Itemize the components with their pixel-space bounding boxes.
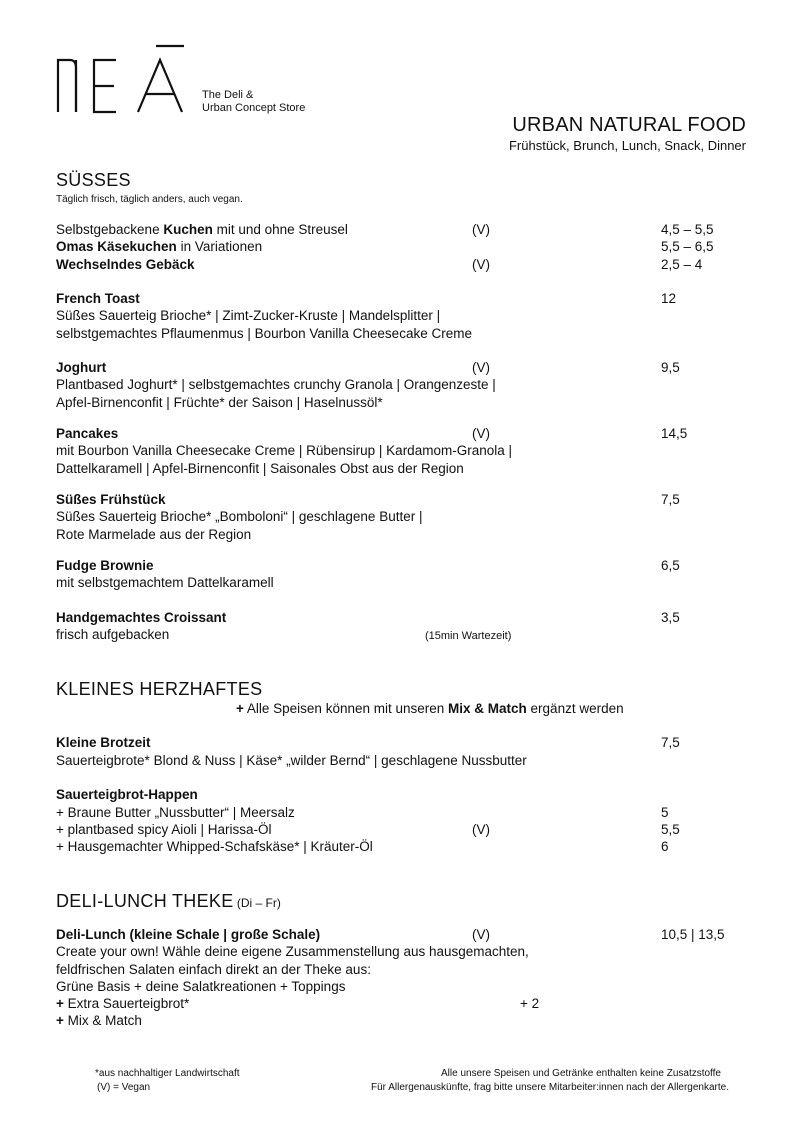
menu-item-name: Kleine Brotzeit bbox=[56, 735, 151, 750]
price: 6,5 bbox=[661, 558, 680, 573]
menu-item-desc: Create your own! Wähle deine eigene Zusammenstellung aus hausgemachten, bbox=[56, 944, 529, 959]
menu-item-name: Joghurt bbox=[56, 360, 107, 375]
price: 14,5 bbox=[661, 426, 688, 441]
menu-item-name: Sauerteigbrot-Happen bbox=[56, 787, 198, 802]
footnote-sustainable: *aus nachhaltiger Landwirtschaft bbox=[95, 1068, 240, 1079]
menu-item-extra: + Mix & Match bbox=[56, 1013, 142, 1028]
price: 10,5 | 13,5 bbox=[661, 927, 725, 942]
menu-item-option: + plantbased spicy Aioli | Harissa-Öl bbox=[56, 822, 272, 837]
price: + 2 bbox=[520, 996, 540, 1011]
price: 7,5 bbox=[661, 492, 680, 507]
menu-item-desc: Süßes Sauerteig Brioche* „Bomboloni“ | geschlagene Butter | bbox=[56, 509, 423, 524]
vegan-mark: (V) bbox=[472, 426, 490, 441]
price: 4,5 – 5,5 bbox=[661, 222, 714, 237]
brand-tagline-2: Urban Concept Store bbox=[202, 102, 306, 114]
price: 5,5 – 6,5 bbox=[661, 239, 714, 254]
logo-mark-icon bbox=[56, 44, 196, 116]
menu-item-desc: feldfrischen Salaten einfach direkt an der Theke aus: bbox=[56, 962, 371, 977]
footnote-additives: Alle unsere Speisen und Getränke enthalten keine Zusatzstoffe bbox=[441, 1068, 721, 1079]
menu-item-desc: mit selbstgemachtem Dattelkaramell bbox=[56, 575, 274, 590]
price: 3,5 bbox=[661, 610, 680, 625]
menu-item: Omas Käsekuchen in Variationen bbox=[56, 239, 263, 254]
section-title-herzhaftes: KLEINES HERZHAFTES bbox=[56, 679, 263, 699]
menu-item-desc: Plantbased Joghurt* | selbstgemachtes crunchy Granola | Orangenzeste | bbox=[56, 377, 496, 392]
price: 6 bbox=[661, 839, 669, 854]
wait-time-note: (15min Wartezeit) bbox=[425, 630, 512, 642]
section-title-suesses: SÜSSES bbox=[56, 170, 131, 190]
price: 12 bbox=[661, 291, 677, 306]
vegan-mark: (V) bbox=[472, 257, 490, 272]
menu-item-name: Handgemachtes Croissant bbox=[56, 610, 227, 625]
page-title: URBAN NATURAL FOOD bbox=[512, 114, 746, 136]
brand-tagline-1: The Deli & bbox=[202, 89, 254, 101]
price: 5 bbox=[661, 805, 669, 820]
menu-item-desc: Rote Marmelade aus der Region bbox=[56, 527, 252, 542]
menu-item-desc: Grüne Basis + deine Salatkreationen + Toppings bbox=[56, 979, 346, 994]
footnote-allergens: Für Allergenauskünfte, frag bitte unsere Mitarbeiter:innen nach der Allergenkarte. bbox=[371, 1082, 729, 1093]
price: 5,5 bbox=[661, 822, 680, 837]
menu-item-name: Pancakes bbox=[56, 426, 119, 441]
menu-item-name: Deli-Lunch (kleine Schale | große Schale) bbox=[56, 927, 321, 942]
menu-item-extra: + Extra Sauerteigbrot* bbox=[56, 996, 190, 1011]
price: 9,5 bbox=[661, 360, 680, 375]
section-note: Täglich frisch, täglich anders, auch vegan. bbox=[56, 194, 243, 205]
menu-item-option: + Braune Butter „Nussbutter“ | Meersalz bbox=[56, 805, 295, 820]
menu-item: Wechselndes Gebäck bbox=[56, 257, 195, 272]
vegan-mark: (V) bbox=[472, 360, 490, 375]
menu-item-desc: Sauerteigbrote* Blond & Nuss | Käse* „wilder Bernd“ | geschlagene Nussbutter bbox=[56, 753, 527, 768]
price: 7,5 bbox=[661, 735, 680, 750]
vegan-mark: (V) bbox=[472, 927, 490, 942]
menu-item-name: Süßes Frühstück bbox=[56, 492, 166, 507]
menu-item-name: French Toast bbox=[56, 291, 140, 306]
menu-item-desc: Apfel-Birnenconfit | Früchte* der Saison | Haselnussöl* bbox=[56, 395, 383, 410]
menu-item-desc: Süßes Sauerteig Brioche* | Zimt-Zucker-Kruste | Mandelsplitter | bbox=[56, 308, 441, 323]
vegan-mark: (V) bbox=[472, 222, 490, 237]
menu-item-desc: frisch aufgebacken bbox=[56, 627, 170, 642]
menu-item-desc: mit Bourbon Vanilla Cheesecake Creme | Rübensirup | Kardamom-Granola | bbox=[56, 443, 512, 458]
menu-item-desc: selbstgemachtes Pflaumenmus | Bourbon Vanilla Cheesecake Creme bbox=[56, 326, 472, 341]
vegan-mark: (V) bbox=[472, 822, 490, 837]
menu-item-desc: Dattelkaramell | Apfel-Birnenconfit | Saisonales Obst aus der Region bbox=[56, 461, 464, 476]
menu-item: Selbstgebackene Kuchen mit und ohne Streusel bbox=[56, 222, 348, 237]
section-title-deli: DELI-LUNCH THEKE (Di – Fr) bbox=[56, 891, 281, 911]
menu-item-option: + Hausgemachter Whipped-Schafskäse* | Kräuter-Öl bbox=[56, 839, 373, 854]
footnote-vegan: (V) = Vegan bbox=[97, 1082, 151, 1093]
page-subtitle: Frühstück, Brunch, Lunch, Snack, Dinner bbox=[508, 138, 746, 153]
menu-item-name: Fudge Brownie bbox=[56, 558, 154, 573]
brand-logo bbox=[56, 44, 196, 116]
mix-match-note: + Alle Speisen können mit unseren Mix & Match ergänzt werden bbox=[236, 701, 624, 716]
price: 2,5 – 4 bbox=[661, 257, 703, 272]
